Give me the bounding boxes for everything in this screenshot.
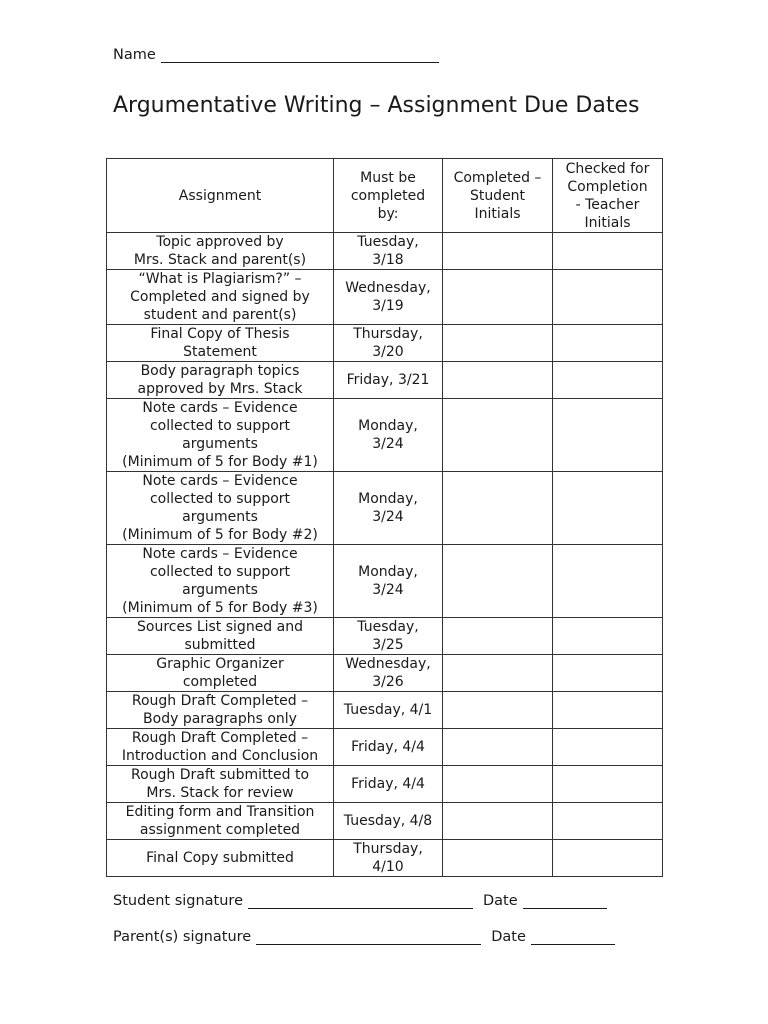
page-title: Argumentative Writing – Assignment Due Dates — [113, 93, 640, 118]
teacher-initials-cell[interactable] — [553, 692, 663, 729]
student-initials-cell[interactable] — [443, 233, 553, 270]
assignment-cell: Sources List signed and submitted — [107, 618, 334, 655]
assignment-cell: Body paragraph topics approved by Mrs. Stack — [107, 362, 334, 399]
student-initials-cell[interactable] — [443, 766, 553, 803]
student-signature-field[interactable] — [248, 892, 473, 909]
table-row — [107, 618, 663, 655]
assignment-cell: Editing form and Transition assignment completed — [107, 803, 334, 840]
due-date-cell: Tuesday, 4/8 — [334, 803, 443, 840]
table-row — [107, 729, 663, 766]
assignment-cell: Rough Draft Completed – Body paragraphs only — [107, 692, 334, 729]
teacher-initials-cell[interactable] — [553, 840, 663, 877]
parent-signature-line — [113, 928, 615, 945]
assignment-cell: Graphic Organizer completed — [107, 655, 334, 692]
table-row — [107, 270, 663, 325]
assignment-cell: Rough Draft Completed – Introduction and Conclusion — [107, 729, 334, 766]
due-date-cell: Tuesday, 3/25 — [334, 618, 443, 655]
teacher-initials-cell[interactable] — [553, 362, 663, 399]
student-initials-cell[interactable] — [443, 618, 553, 655]
due-date-cell: Thursday, 4/10 — [334, 840, 443, 877]
teacher-initials-cell[interactable] — [553, 729, 663, 766]
assignment-cell: Final Copy submitted — [107, 840, 334, 877]
assignment-cell: Rough Draft submitted to Mrs. Stack for review — [107, 766, 334, 803]
due-date-cell: Thursday, 3/20 — [334, 325, 443, 362]
student-date-label: Date — [483, 893, 518, 909]
student-initials-cell[interactable] — [443, 729, 553, 766]
teacher-initials-cell[interactable] — [553, 545, 663, 618]
student-initials-cell[interactable] — [443, 399, 553, 472]
due-date-cell: Wednesday, 3/19 — [334, 270, 443, 325]
assignment-cell: Note cards – Evidence collected to support arguments (Minimum of 5 for Body #1) — [107, 399, 334, 472]
table-row — [107, 472, 663, 545]
due-date-cell: Monday, 3/24 — [334, 472, 443, 545]
header-teacher-initials: Checked for Completion - Teacher Initials — [553, 159, 663, 233]
name-field[interactable] — [161, 46, 439, 63]
teacher-initials-cell[interactable] — [553, 270, 663, 325]
table-row — [107, 545, 663, 618]
parent-signature-label: Parent(s) signature — [113, 929, 252, 945]
assignment-cell: Note cards – Evidence collected to support arguments (Minimum of 5 for Body #3) — [107, 545, 334, 618]
table-row — [107, 399, 663, 472]
student-signature-label: Student signature — [113, 893, 243, 909]
header-student-initials: Completed – Student Initials — [443, 159, 553, 233]
teacher-initials-cell[interactable] — [553, 803, 663, 840]
name-line — [113, 46, 439, 63]
header-due-date: Must be completed by: — [334, 159, 443, 233]
assignment-cell: “What is Plagiarism?” – Completed and signed by student and parent(s) — [107, 270, 334, 325]
table-row — [107, 803, 663, 840]
due-date-cell: Monday, 3/24 — [334, 399, 443, 472]
teacher-initials-cell[interactable] — [553, 766, 663, 803]
name-label: Name — [113, 47, 156, 63]
student-initials-cell[interactable] — [443, 655, 553, 692]
student-initials-cell[interactable] — [443, 692, 553, 729]
student-initials-cell[interactable] — [443, 840, 553, 877]
due-date-cell: Tuesday, 3/18 — [334, 233, 443, 270]
table-row — [107, 840, 663, 877]
student-date-field[interactable] — [523, 892, 607, 909]
teacher-initials-cell[interactable] — [553, 325, 663, 362]
due-date-cell: Monday, 3/24 — [334, 545, 443, 618]
due-date-cell: Wednesday, 3/26 — [334, 655, 443, 692]
assignment-cell: Note cards – Evidence collected to support arguments (Minimum of 5 for Body #2) — [107, 472, 334, 545]
student-initials-cell[interactable] — [443, 803, 553, 840]
due-date-cell: Tuesday, 4/1 — [334, 692, 443, 729]
header-assignment: Assignment — [107, 159, 334, 233]
parent-date-label: Date — [491, 929, 526, 945]
teacher-initials-cell[interactable] — [553, 399, 663, 472]
due-date-cell: Friday, 3/21 — [334, 362, 443, 399]
teacher-initials-cell[interactable] — [553, 655, 663, 692]
table-row — [107, 325, 663, 362]
table-row — [107, 362, 663, 399]
teacher-initials-cell[interactable] — [553, 618, 663, 655]
table-row — [107, 766, 663, 803]
table-row — [107, 233, 663, 270]
assignment-cell: Final Copy of Thesis Statement — [107, 325, 334, 362]
assignment-cell: Topic approved by Mrs. Stack and parent(s) — [107, 233, 334, 270]
student-initials-cell[interactable] — [443, 472, 553, 545]
table-row — [107, 655, 663, 692]
due-dates-table — [106, 158, 663, 877]
due-date-cell: Friday, 4/4 — [334, 729, 443, 766]
parent-date-field[interactable] — [531, 928, 615, 945]
student-initials-cell[interactable] — [443, 270, 553, 325]
student-signature-line — [113, 892, 607, 909]
header-row — [107, 159, 663, 233]
teacher-initials-cell[interactable] — [553, 472, 663, 545]
teacher-initials-cell[interactable] — [553, 233, 663, 270]
student-initials-cell[interactable] — [443, 325, 553, 362]
table-row — [107, 692, 663, 729]
student-initials-cell[interactable] — [443, 545, 553, 618]
due-date-cell: Friday, 4/4 — [334, 766, 443, 803]
parent-signature-field[interactable] — [256, 928, 481, 945]
student-initials-cell[interactable] — [443, 362, 553, 399]
